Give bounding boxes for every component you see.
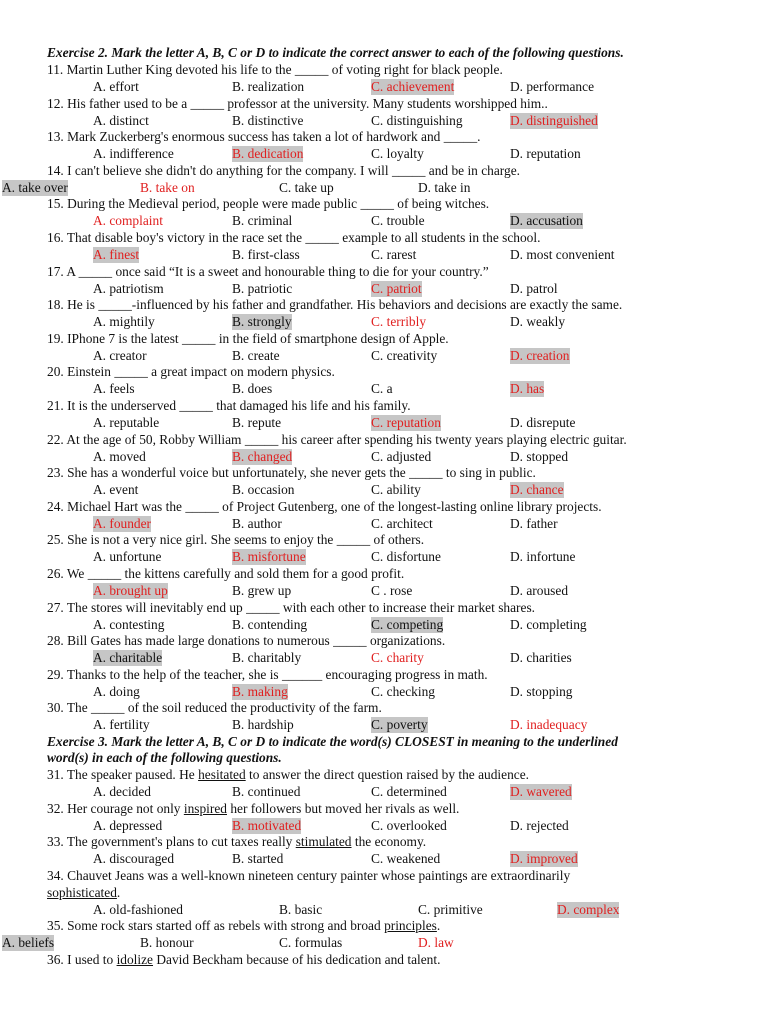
- answer-option: A. reputable: [93, 415, 160, 430]
- underlined-word: inspired: [183, 800, 227, 816]
- answer-option: D. completing: [510, 616, 587, 632]
- stem-text: her followers but moved her rivals as well.: [226, 800, 460, 816]
- question-stem: 15. During the Medieval period, people were made public _____ of being witches.: [47, 196, 490, 212]
- answer-option: D. weakly: [510, 314, 566, 330]
- answer-option: C. formulas: [279, 935, 343, 951]
- question-stem: 34. Chauvet Jeans was a well-known nineteen century painter whose paintings are extraordinarily: [47, 867, 571, 883]
- question-stem: 11. Martin Luther King devoted his life to the _____ of voting right for black people.: [47, 62, 503, 77]
- stem-text: .: [436, 918, 441, 934]
- question-stem-cont: [47, 885, 120, 901]
- answer-option: D. wavered: [510, 784, 572, 799]
- answer-option: D. take in: [418, 179, 471, 195]
- answer-option: B. charitably: [232, 650, 302, 666]
- answer-option: C. determined: [371, 784, 447, 799]
- answer-option: D. aroused: [510, 583, 569, 598]
- answer-option: D. most convenient: [510, 247, 615, 262]
- question-stem: 20. Einstein _____ a great impact on modern physics.: [47, 364, 335, 380]
- answer-option: C. distinguishing: [371, 112, 463, 128]
- answer-option: D. rejected: [510, 817, 569, 833]
- answer-option: B. occasion: [232, 482, 295, 498]
- answer-option: A. event: [93, 482, 139, 498]
- answer-option: A. moved: [93, 448, 146, 464]
- answer-option: C. take up: [279, 179, 334, 195]
- answer-option: C. primitive: [418, 901, 483, 917]
- answer-option: C. achievement: [371, 79, 455, 94]
- answer-option: A. beliefs: [2, 935, 55, 951]
- question-stem: 24. Michael Hart was the _____ of Project Gutenberg, one of the longest-lasting online library projects.: [47, 498, 602, 514]
- answer-option: D. inadequacy: [510, 717, 588, 733]
- answer-option: B. making: [232, 683, 288, 699]
- underlined-word: sophisticated: [47, 884, 117, 900]
- answer-option: A. finest: [93, 247, 140, 262]
- answer-option: D. law: [418, 935, 454, 951]
- answer-option: A. distinct: [93, 112, 149, 128]
- answer-option: C. competing: [371, 616, 444, 632]
- stem-text: .: [116, 884, 121, 900]
- answer-option: D. reputation: [510, 146, 581, 162]
- question-stem: 16. That disable boy's victory in the race set the _____ example to all students in the school.: [47, 230, 541, 245]
- stem-text: 33. The government's plans to cut taxes really: [47, 834, 296, 850]
- question-stem: 25. She is not a very nice girl. She seems to enjoy the _____ of others.: [47, 532, 425, 548]
- question-stem: [47, 801, 459, 817]
- question-stem: [47, 834, 426, 850]
- answer-option: A. feels: [93, 381, 135, 397]
- answer-option: A. take over: [2, 179, 68, 195]
- answer-option: D. disrepute: [510, 415, 576, 430]
- question-stem: 13. Mark Zuckerberg's enormous success has taken a lot of hardwork and _____.: [47, 129, 481, 145]
- question-stem: 14. I can't believe she didn't do anything for the company. I will _____ and be in charge.: [47, 162, 520, 178]
- answer-option: B. does: [232, 381, 273, 397]
- answer-option: A. depressed: [93, 817, 163, 833]
- underlined-word: idolize: [116, 951, 154, 967]
- question-stem: 26. We _____ the kittens carefully and sold them for a good profit.: [47, 566, 405, 581]
- question-stem: [47, 918, 440, 934]
- answer-option: B. strongly: [232, 314, 292, 330]
- stem-text: 36. I used to: [47, 951, 117, 967]
- answer-option: D. performance: [510, 79, 595, 94]
- answer-option: D. patrol: [510, 280, 558, 296]
- answer-option: D. stopping: [510, 683, 573, 699]
- answer-option: B. take on: [140, 179, 195, 195]
- answer-option: A. indifference: [93, 146, 174, 162]
- answer-option: C. checking: [371, 683, 435, 699]
- question-stem: 18. He is _____-influenced by his father and grandfather. His behaviors and decisions are exactly the same.: [47, 297, 623, 313]
- answer-option: B. author: [232, 515, 282, 531]
- answer-option: A. creator: [93, 347, 147, 363]
- answer-option: D. father: [510, 515, 558, 531]
- answer-option: B. basic: [279, 901, 323, 917]
- exercise-2-heading: Exercise 2. Mark the letter A, B, C or D to indicate the correct answer to each of the following questions.: [47, 45, 624, 60]
- answer-option: D. creation: [510, 347, 570, 363]
- answer-option: C. rarest: [371, 247, 417, 262]
- answer-option: A. complaint: [93, 213, 163, 229]
- answer-option: D. complex: [557, 901, 620, 917]
- question-stem: [47, 767, 529, 783]
- answer-option: A. contesting: [93, 616, 165, 632]
- answer-option: C. poverty: [371, 717, 428, 733]
- question-stem: 21. It is the underserved _____ that damaged his life and his family.: [47, 398, 411, 413]
- answer-option: B. honour: [140, 935, 194, 951]
- answer-option: B. distinctive: [232, 112, 304, 128]
- question-stem: 23. She has a wonderful voice but unfortunately, she never gets the _____ to sing in public.: [47, 465, 536, 481]
- exercise-3-heading: Exercise 3. Mark the letter A, B, C or D to indicate the word(s) CLOSEST in meaning to the underlined: [47, 734, 618, 749]
- answer-option: D. stopped: [510, 448, 569, 464]
- answer-option: A. discouraged: [93, 851, 175, 867]
- answer-option: A. doing: [93, 683, 140, 699]
- answer-option: B. criminal: [232, 213, 293, 229]
- answer-option: D. distinguished: [510, 112, 598, 128]
- answer-option: D. chance: [510, 482, 564, 498]
- stem-text: 35. Some rock stars started off as rebels with strong and broad: [47, 918, 385, 934]
- answer-option: D. has: [510, 381, 545, 397]
- answer-option: C. charity: [371, 650, 424, 666]
- answer-option: C. adjusted: [371, 448, 432, 464]
- answer-option: B. continued: [232, 784, 301, 799]
- answer-option: C. trouble: [371, 213, 425, 229]
- answer-option: A. decided: [93, 784, 152, 799]
- question-stem: 19. IPhone 7 is the latest _____ in the field of smartphone design of Apple.: [47, 330, 449, 346]
- question-stem: 12. His father used to be a _____ professor at the university. Many students worshipped him..: [47, 95, 548, 111]
- answer-option: C. a: [371, 381, 393, 397]
- answer-option: C. creativity: [371, 347, 438, 363]
- question-stem: 27. The stores will inevitably end up _____ with each other to increase their market shares.: [47, 599, 535, 615]
- answer-option: B. changed: [232, 448, 293, 464]
- answer-option: C. terribly: [371, 314, 427, 330]
- question-stem: 30. The _____ of the soil reduced the productivity of the farm.: [47, 700, 382, 716]
- answer-option: C. architect: [371, 515, 433, 531]
- answer-option: A. unfortune: [93, 549, 162, 565]
- question-stem: 22. At the age of 50, Robby William _____ his career after spending his twenty years playing electric guitar.: [47, 431, 627, 447]
- question-stem: 28. Bill Gates has made large donations to numerous _____ organizations.: [47, 633, 446, 649]
- answer-option: D. accusation: [510, 213, 583, 229]
- answer-option: A. old-fashioned: [93, 901, 183, 917]
- stem-text: David Beckham because of his dedication and talent.: [153, 951, 441, 967]
- answer-option: C. patriot: [371, 280, 422, 296]
- answer-option: A. founder: [93, 515, 152, 531]
- answer-option: B. create: [232, 347, 280, 363]
- answer-option: C. weakened: [371, 851, 441, 867]
- answer-option: C. reputation: [371, 415, 441, 430]
- answer-option: B. first-class: [232, 247, 300, 262]
- answer-option: C. overlooked: [371, 817, 447, 833]
- underlined-word: hesitated: [198, 767, 246, 782]
- answer-option: B. started: [232, 851, 284, 867]
- answer-option: B. motivated: [232, 817, 302, 833]
- answer-option: C. disfortune: [371, 549, 441, 565]
- answer-option: A. effort: [93, 79, 139, 94]
- answer-option: D. charities: [510, 650, 572, 666]
- underlined-word: principles: [384, 918, 437, 934]
- answer-option: B. realization: [232, 79, 305, 94]
- stem-text: 32. Her courage not only: [47, 800, 184, 816]
- answer-option: B. contending: [232, 616, 308, 632]
- stem-text: to answer the direct question raised by the audience.: [245, 767, 530, 782]
- answer-option: B. dedication: [232, 146, 304, 162]
- answer-option: D. improved: [510, 851, 578, 867]
- answer-option: C. loyalty: [371, 146, 424, 162]
- question-stem: 17. A _____ once said “It is a sweet and honourable thing to die for your country.”: [47, 263, 489, 279]
- answer-option: B. grew up: [232, 583, 292, 598]
- answer-option: A. mightily: [93, 314, 155, 330]
- answer-option: D. infortune: [510, 549, 576, 565]
- answer-option: B. misfortune: [232, 549, 306, 565]
- answer-option: A. brought up: [93, 583, 168, 598]
- stem-text: 31. The speaker paused. He: [47, 767, 199, 782]
- answer-option: A. charitable: [93, 650, 163, 666]
- answer-option: A. patriotism: [93, 280, 164, 296]
- answer-option: B. repute: [232, 415, 282, 430]
- question-stem: [47, 952, 440, 968]
- question-stem: 29. Thanks to the help of the teacher, she is ______ encouraging progress in math.: [47, 666, 488, 682]
- answer-option: A. fertility: [93, 717, 150, 733]
- underlined-word: stimulated: [295, 834, 352, 850]
- answer-option: C . rose: [371, 583, 413, 598]
- stem-text: the economy.: [351, 834, 427, 850]
- exercise-3-heading-cont: word(s) in each of the following questions.: [47, 750, 282, 765]
- answer-option: C. ability: [371, 482, 421, 498]
- answer-option: B. hardship: [232, 717, 294, 733]
- answer-option: B. patriotic: [232, 280, 293, 296]
